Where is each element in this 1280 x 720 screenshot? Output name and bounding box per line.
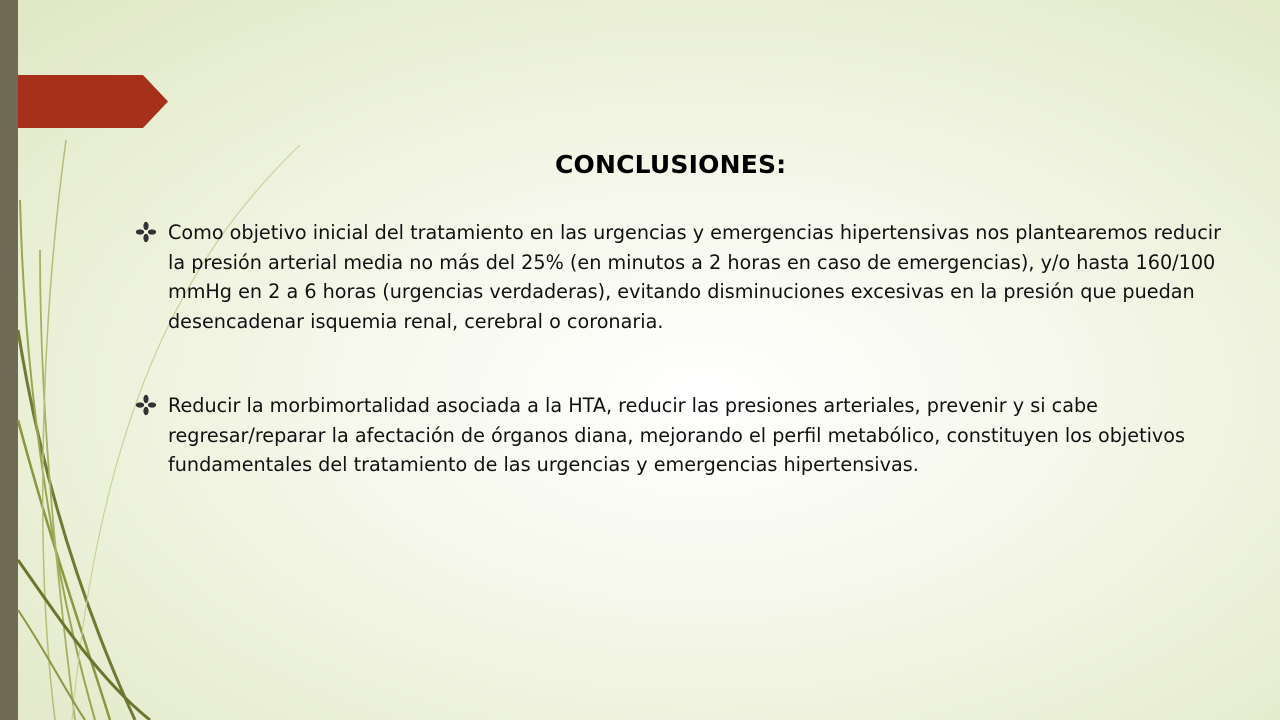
accent-arrow-tab xyxy=(18,75,168,128)
bullet-item xyxy=(135,218,1235,336)
bullet-text: Reducir la morbimortalidad asociada a la HTA, reducir las presiones arteriales, prevenir y si cabe regresar/reparar la afectación de órganos diana, mejorando el perfil metabólico, constituyen los objetivos fundamentales del tratamiento de las urgencias y emergencias hipertensivas. xyxy=(168,394,1186,476)
diamond-bullet-icon xyxy=(135,221,157,243)
slide-title: CONCLUSIONES: xyxy=(555,150,787,179)
bullet-item xyxy=(135,391,1235,480)
diamond-bullet-icon xyxy=(135,394,157,416)
bullet-text: Como objetivo inicial del tratamiento en las urgencias y emergencias hipertensivas nos plantearemos reducir la presión arterial media no más del 25% (en minutos a 2 horas en caso de emergencias), y/o hasta 160/100 mmHg en 2 a 6 horas (urgencias verdaderas), evitando disminuciones excesivas en la presión que puedan desencadenar isquemia renal, cerebral o coronaria. xyxy=(168,221,1221,333)
